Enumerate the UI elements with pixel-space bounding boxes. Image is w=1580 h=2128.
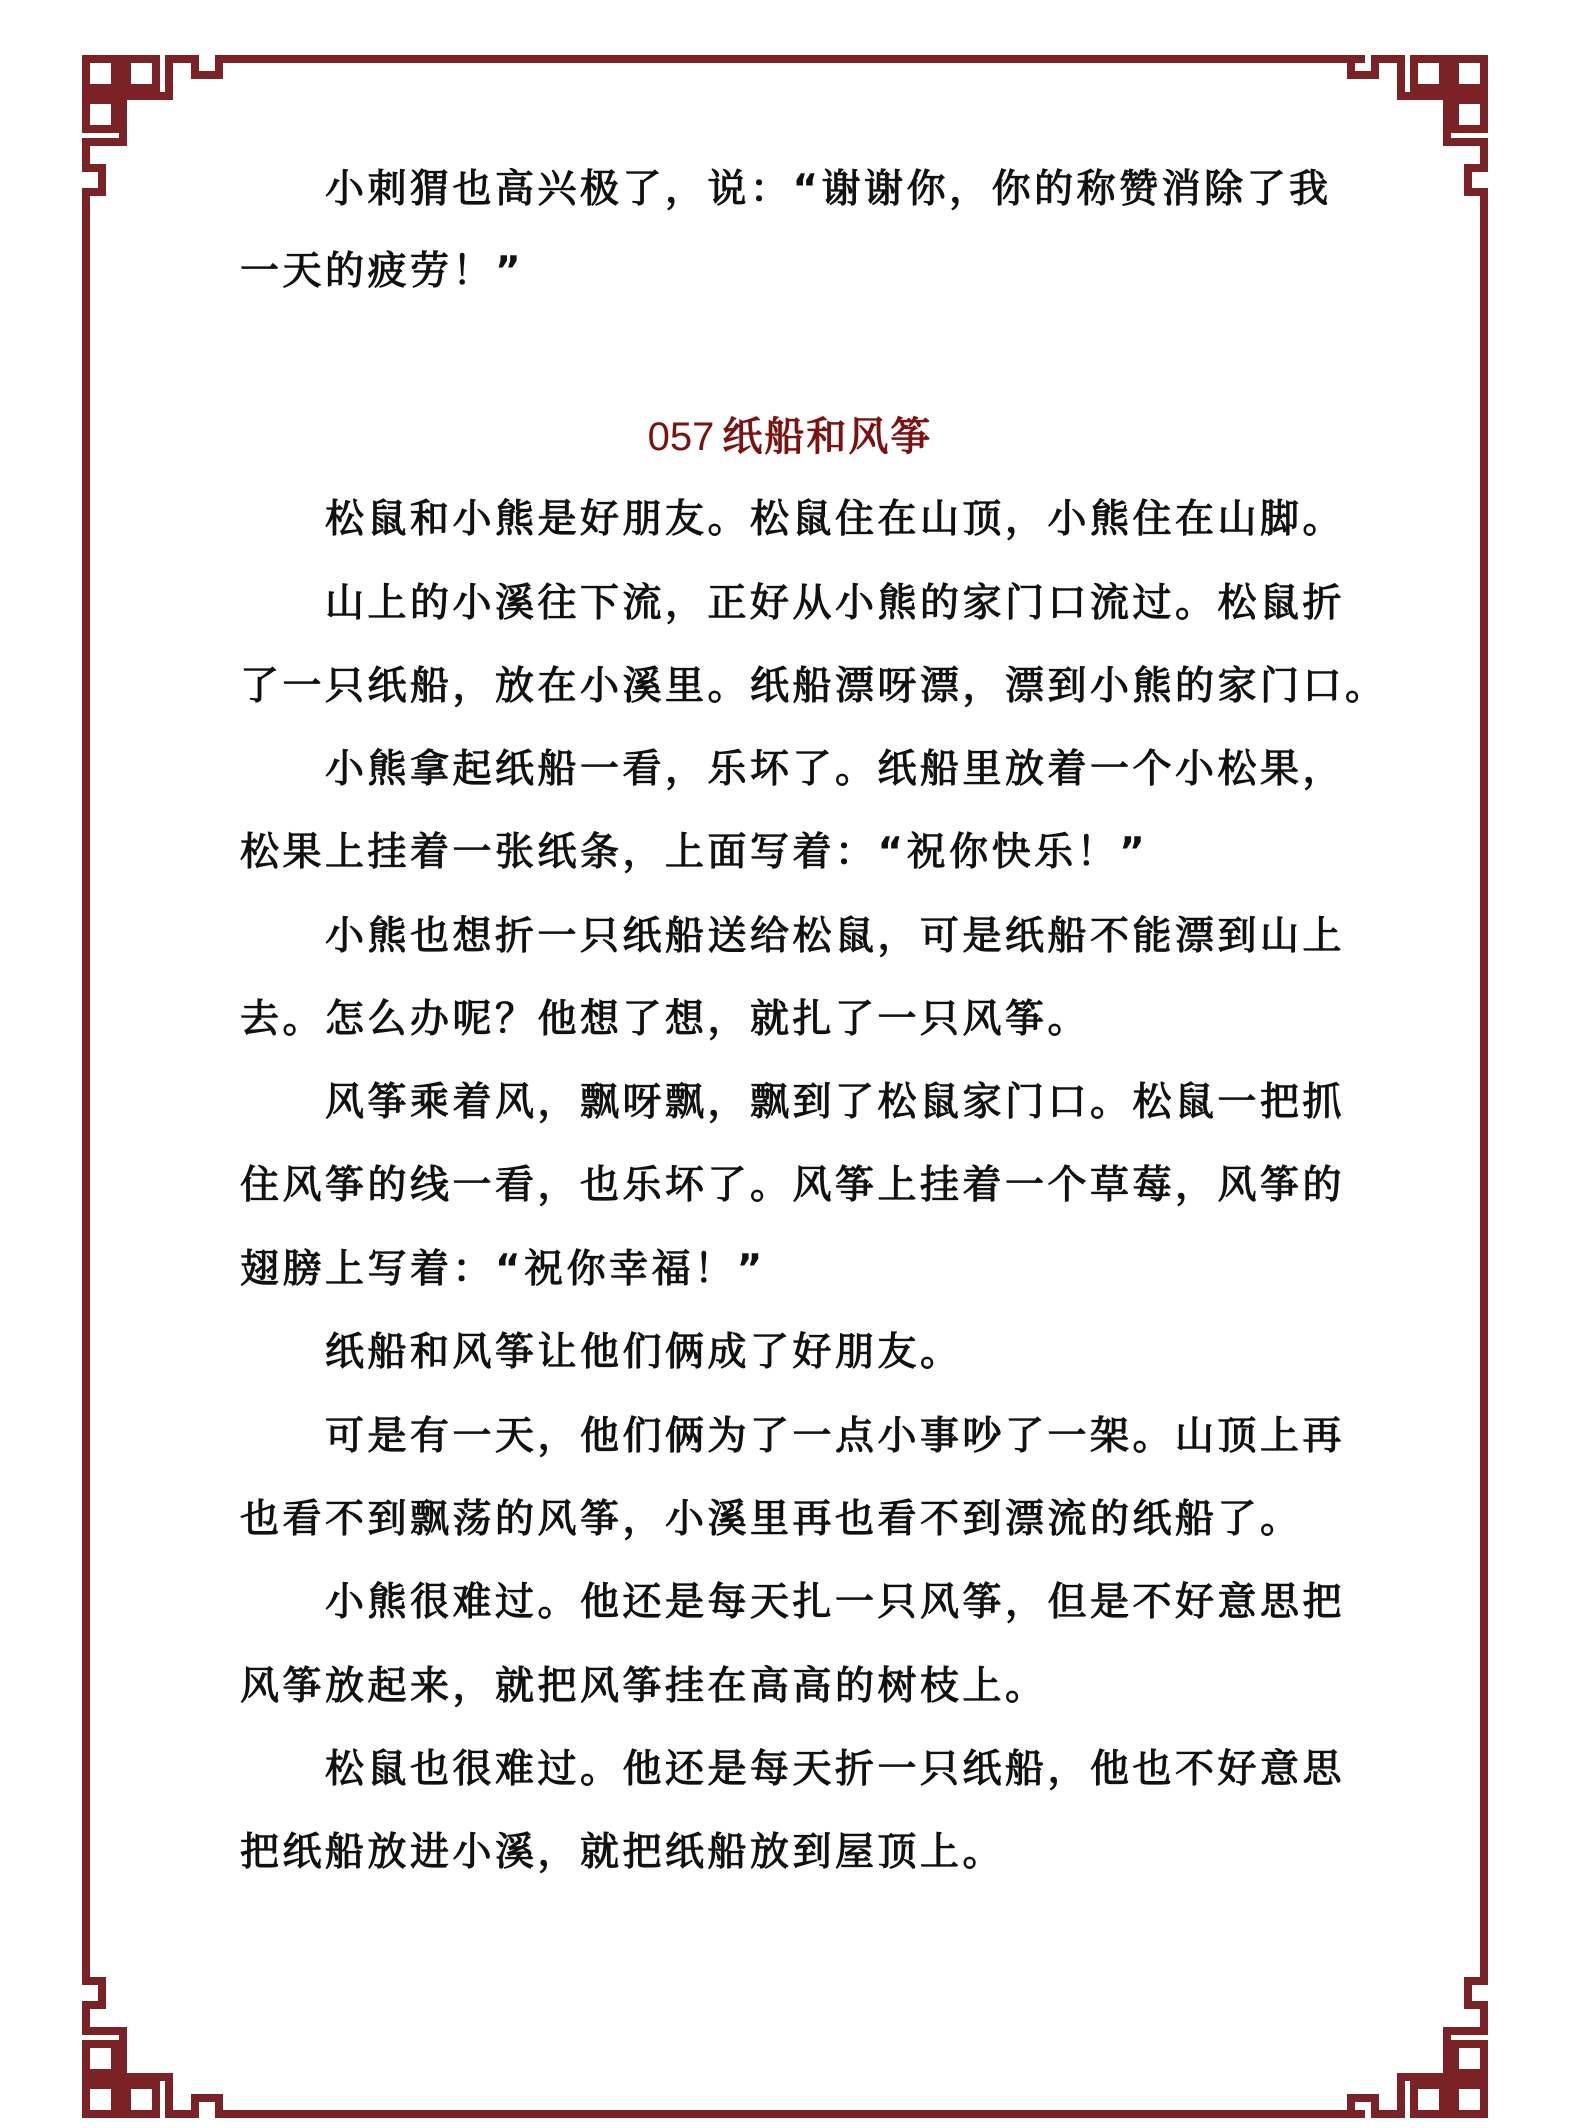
story-title-text: 纸船和风筝	[722, 415, 933, 459]
story-title	[0, 413, 1580, 461]
paragraph-line: 小熊很难过。他还是每天扎一只风筝，但是不好意思把	[325, 1580, 1346, 1625]
paragraph-line: 小刺猬也高兴极了，说：“谢谢你，你的称赞消除了我	[325, 167, 1332, 212]
paragraph-line: 松鼠和小熊是好朋友。松鼠住在山顶，小熊住在山脚。	[325, 497, 1346, 542]
paragraph-line: 可是有一天，他们俩为了一点小事吵了一架。山顶上再	[325, 1414, 1346, 1459]
paragraph-line: 纸船和风筝让他们俩成了好朋友。	[325, 1330, 963, 1375]
paragraph-line: 松鼠也很难过。他还是每天折一只纸船，他也不好意思	[325, 1747, 1346, 1792]
corner-ornament-bottom-right-icon	[1338, 1968, 1488, 2118]
story-number: 057	[647, 415, 715, 459]
paragraph-line: 了一只纸船，放在小溪里。纸船漂呀漂，漂到小熊的家门口。	[240, 664, 1388, 709]
corner-ornament-top-left-icon	[82, 55, 232, 205]
paragraph-line: 小熊也想折一只纸船送给松鼠，可是纸船不能漂到山上	[325, 914, 1346, 959]
corner-ornament-bottom-left-icon	[82, 1968, 232, 2118]
paragraph-line: 小熊拿起纸船一看，乐坏了。纸船里放着一个小松果，	[325, 747, 1346, 792]
paragraph-line: 把纸船放进小溪，就把纸船放到屋顶上。	[240, 1830, 1006, 1875]
paragraph-line: 山上的小溪往下流，正好从小熊的家门口流过。松鼠折	[325, 581, 1346, 626]
paragraph-line: 风筝乘着风，飘呀飘，飘到了松鼠家门口。松鼠一把抓	[325, 1080, 1346, 1125]
paragraph-line: 风筝放起来，就把风筝挂在高高的树枝上。	[240, 1664, 1048, 1709]
paragraph-line: 翅膀上写着：“祝你幸福！”	[240, 1247, 766, 1292]
frame-top-line	[215, 55, 1365, 63]
paragraph-line: 一天的疲劳！”	[240, 249, 525, 294]
paragraph-line: 也看不到飘荡的风筝，小溪里再也看不到漂流的纸船了。	[240, 1497, 1303, 1542]
paragraph-line: 去。怎么办呢？他想了想，就扎了一只风筝。	[240, 997, 1091, 1042]
frame-bottom-line	[215, 2110, 1365, 2118]
corner-ornament-top-right-icon	[1338, 55, 1488, 205]
paragraph-line: 松果上挂着一张纸条，上面写着：“祝你快乐！”	[240, 830, 1149, 875]
paragraph-line: 住风筝的线一看，也乐坏了。风筝上挂着一个草莓，风筝的	[240, 1163, 1346, 1208]
